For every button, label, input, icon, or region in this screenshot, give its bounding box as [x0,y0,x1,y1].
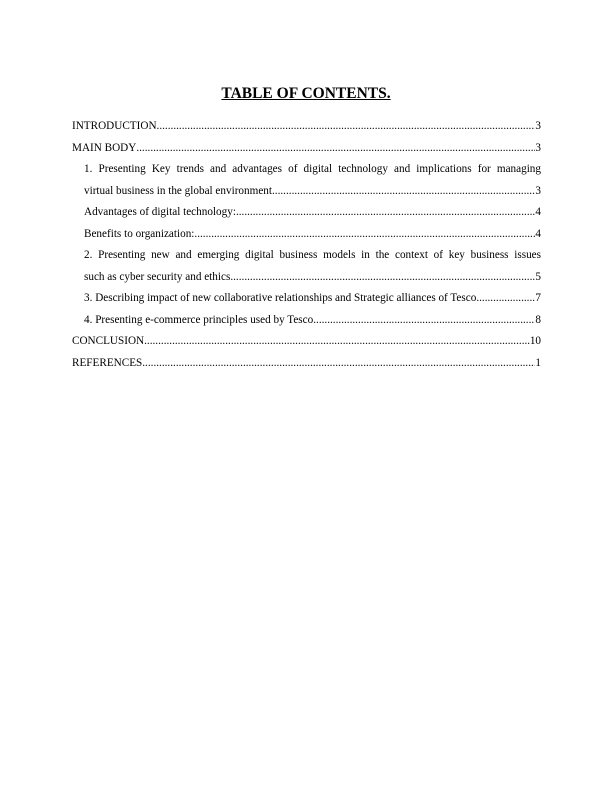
dot-leader [142,353,535,375]
toc-entry-ecommerce-principles[interactable] [72,310,541,332]
toc-entry-page: 10 [529,335,541,347]
toc-entry-label: INTRODUCTION [72,120,157,132]
toc-entry-key-trends[interactable] [72,159,541,202]
toc-entry-label: REFERENCES [72,356,143,369]
dot-leader [476,288,535,310]
toc-entry-label-line2: such as cyber security and ethics [84,270,231,283]
toc-entry-label: 3. Describing impact of new collaborative relationships and Strategic alliances of Tesco [84,292,477,304]
toc-entry-page: 4 [535,227,541,240]
toc-entry-page: 4 [535,206,541,218]
toc-entry-label: CONCLUSION [72,335,145,347]
toc-entry-benefits[interactable] [72,224,541,246]
dot-leader [275,181,536,203]
toc-entry-advantages[interactable] [72,202,541,224]
toc-entry-line2 [72,267,541,289]
toc-entry-line2 [72,181,541,203]
dot-leader [144,331,530,353]
toc-entry-page: 3 [535,184,541,197]
toc-entry-introduction[interactable] [72,116,541,138]
table-of-contents [72,116,541,374]
toc-entry-label: Advantages of digital technology: [84,206,236,218]
toc-entry-business-models[interactable] [72,245,541,288]
dot-leader [194,224,535,246]
toc-title: TABLE OF CONTENTS. [221,85,391,102]
dot-leader [313,310,535,332]
toc-entry-page: 1 [535,356,541,369]
toc-entry-label: MAIN BODY [72,141,137,154]
toc-entry-collaborative-relationships[interactable] [72,288,541,310]
toc-entry-label-line2: virtual business in the global environment. [84,184,275,197]
toc-entry-references[interactable] [72,353,541,375]
toc-entry-page: 3 [535,141,541,154]
toc-entry-conclusion[interactable] [72,331,541,353]
toc-entry-label: 4. Presenting e-commerce principles used by Tesco [84,313,314,326]
toc-entry-label-line1: 1. Presenting Key trends and advantages of digital technology and implications for managing [84,163,541,175]
dot-leader [236,202,535,224]
toc-entry-page: 5 [535,270,541,283]
dot-leader [157,116,536,138]
toc-entry-page: 7 [535,292,541,304]
toc-entry-main-body[interactable] [72,138,541,160]
toc-entry-label-line1: 2. Presenting new and emerging digital business models in the context of key business issues [84,249,541,261]
dot-leader [230,267,535,289]
toc-entry-page: 8 [535,313,541,326]
toc-entry-label: Benefits to organization: [84,227,195,240]
toc-entry-page: 3 [535,120,541,132]
dot-leader [136,138,535,160]
